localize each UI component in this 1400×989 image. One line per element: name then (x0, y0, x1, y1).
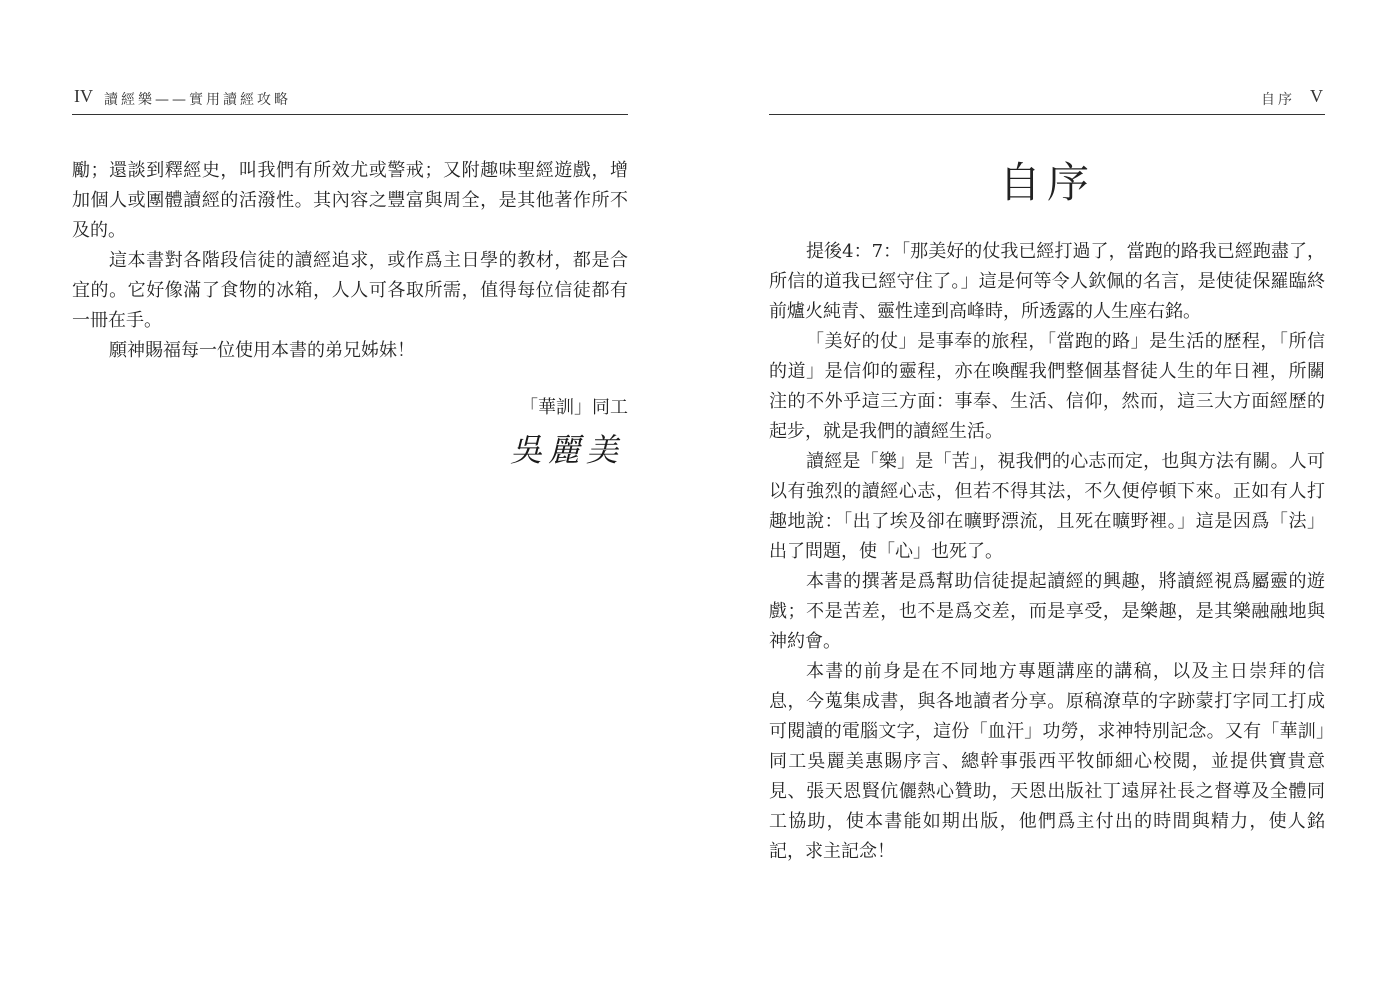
left-body-text (72, 156, 628, 366)
paragraph: 這本書對各階段信徒的讀經追求，或作爲主日學的教材，都是合宜的。它好像滿了食物的冰箱，人人可各取所需，值得每位信徒都有一冊在手。 (72, 250, 628, 331)
right-page-number: V (1310, 86, 1323, 106)
left-page (72, 0, 628, 989)
left-running-header (72, 86, 628, 115)
paragraph: 「美好的仗」是事奉的旅程，「當跑的路」是生活的歷程，「所信的道」是信仰的靈程，亦在喚醒我們整個基督徒人生的年日裡，所關注的不外乎這三方面：事奉、生活、信仰，然而，這三大方面經歷的起步，就是我們的讀經生活。 (769, 331, 1325, 442)
right-running-header (769, 86, 1325, 115)
right-page (769, 0, 1325, 989)
left-header-title: 讀經樂——實用讀經攻略 (104, 92, 291, 108)
signature-name: 吳麗美 (509, 431, 624, 469)
right-header-title: 自序 (1261, 92, 1295, 108)
paragraph: 勵；還談到釋經史，叫我們有所效尤或警戒；又附趣味聖經遊戲，增加個人或團體讀經的活潑性。其內容之豐富與周全，是其他著作所不及的。 (72, 160, 628, 241)
signature-block (510, 393, 628, 471)
paragraph: 本書的撰著是爲幫助信徒提起讀經的興趣，將讀經視爲屬靈的遊戲；不是苦差，也不是爲交差，而是享受，是樂趣，是其樂融融地與神約會。 (769, 571, 1325, 652)
paragraph: 願神賜福每一位使用本書的弟兄姊妹！ (109, 340, 415, 361)
right-body-text (769, 237, 1325, 867)
left-page-number: IV (74, 86, 93, 106)
signature-org: 「華訓」同工 (520, 397, 628, 418)
chapter-title: 自序 (998, 158, 1095, 207)
paragraph: 讀經是「樂」是「苦」，視我們的心志而定，也與方法有關。人可以有強烈的讀經心志，但若不得其法，不久便停頓下來。正如有人打趣地說：「出了埃及卻在曠野漂流，且死在曠野裡。」這是因爲「法」出了問題，使「心」也死了。 (769, 451, 1325, 562)
paragraph: 提後4：7：「那美好的仗我已經打過了，當跑的路我已經跑盡了，所信的道我已經守住了。」這是何等令人欽佩的名言，是使徒保羅臨終前爐火純青、靈性達到高峰時，所透露的人生座右銘。 (769, 241, 1325, 322)
paragraph: 本書的前身是在不同地方專題講座的講稿，以及主日崇拜的信息，今蒐集成書，與各地讀者分享。原稿潦草的字跡蒙打字同工打成可閱讀的電腦文字，這份「血汗」功勞，求神特別記念。又有「華訓」同工吳麗美惠賜序言、總幹事張西平牧師細心校閱，並提供寶貴意見、張天恩賢伉儷熱心贊助，天恩出版社丁遠屏社長之督導及全體同工協助，使本書能如期出版，他們爲主付出的時間與精力，使人銘記，求主記念！ (769, 661, 1325, 862)
